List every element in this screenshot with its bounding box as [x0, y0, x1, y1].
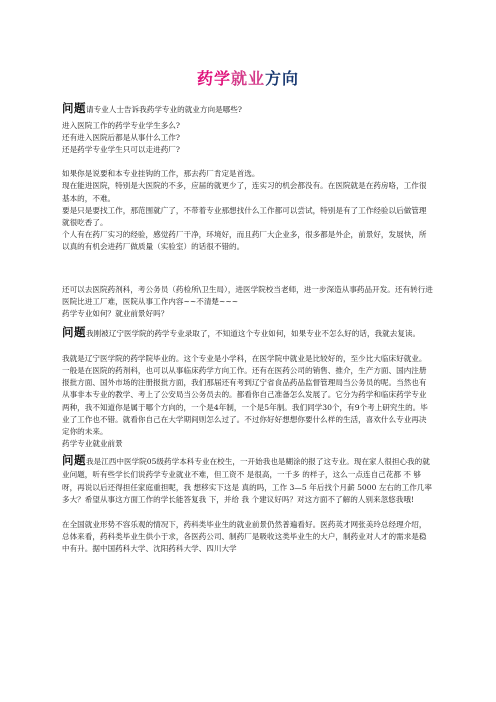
- document-title: [0, 66, 496, 89]
- question-text: 我是江西中医学院05级药学本科专业在校生，一开始我也是糊涂的报了这专业。现在家人很担心我的就业问题，听有些学长们说药学专业就业不难，但工资不 是很高，一千多 的样子，这么一点连自己花都 不 够呀，再说以后还得担任家庭重担呢，我 想移实下这是 真的吗，工作 3—5 年后找个月薪 5000 左右的工作几率 多大？希望从事这方面工作的学长能答复我 下，并给 我 个建议好吗？对这方面不了解的人别来忽悠我哦!: [62, 457, 432, 505]
- answer-3-para-1: 我就是辽宁医学院的药学院毕业的。这个专业是小学科，在医学院中就业是比较好的，至少比大临床好就业。一般是在医院的药剂科，也可以从事临床药学方向工作。还有在医药公司的销售、推介，生产方面、国内注册报批方面、国外市场的注册报批方面，我们那届还有考到辽宁省食品药品监督管理局当公务员的呢。当然也有从事非本专业的教学、考上了公安局当公务员去的。都看你自己准备怎么发展了。它分为药学和临床药学专业两种，我不知道你是属于哪个方向的，一个是4年制，一个是5年制。我们同学30个，有9个考上研究生的。毕业了工作也不错。就看你自己在大学期间则怎么过了。不过你好好想想你要什么样的生活，喜欢什么专业再决定你的未来。: [62, 353, 428, 437]
- answer-2-para-1: 还可以去医院药剂科，考公务员（药检所\卫生局），进医学院校当老师，进一步深造从事药品开发。还有转行进医院比进工厂难，医院从事工作内容~~不清楚~~~: [62, 284, 433, 306]
- answer-1-para-1: 如果你是说要和本专业挂钩的工作，那去药厂肯定是首选。: [62, 169, 260, 179]
- question-2: [62, 326, 434, 341]
- section-heading-3: 药学专业就业前景: [62, 439, 123, 449]
- question-text: 请专业人士告诉我药学专业的就业方向是哪些?: [86, 105, 242, 114]
- section-heading-2: 药学专业如何？就业前景好吗？: [62, 309, 169, 319]
- question-label: 问题: [62, 453, 86, 468]
- title-part-2: 就业: [230, 69, 265, 88]
- question-1-line-3: 还是药学专业学生只可以走进药厂?: [62, 145, 180, 154]
- answer-1-para-3: 要是只是要找工作，那范围就广了，不带着专业那想找什么工作都可以尝试，特别是有了工作经验以后做管理就很吃香了。: [62, 205, 427, 228]
- title-part-1: 药学: [196, 69, 231, 88]
- answer-1-para-2: 现在能进医院，特别是大医院的不多，应届的就更少了，连实习的机会都没有。在医院就是在药房咯，工作很基本的，不难。: [62, 181, 427, 203]
- title-part-3: 方向: [265, 69, 300, 88]
- question-1-line-1: 进入医院工作的药学专业学生多么?: [62, 120, 180, 130]
- question-label: 问题: [62, 101, 86, 115]
- answer-1-para-4: 个人有在药厂实习的经验，感觉药厂干净，环境好，而且药厂大企业多，很多都是外企，前景好，发展快，所以真的有机会进药厂做质量（实验室）的话很不错的。: [62, 230, 427, 252]
- question-3: [62, 454, 434, 506]
- question-1: [62, 102, 434, 117]
- question-label: 问题: [62, 325, 86, 340]
- question-text: 我刚被辽宁医学院的药学专业录取了，不知道这个专业如何，如果专业不怎么好的话，我就去复读。: [86, 329, 421, 339]
- answer-4-para-1: 在全国就业形势不容乐观的情况下，药科类毕业生的就业前景仍然普遍看好。医药英才网张美玲总经理介绍，总体来看，药科类毕业生供小于求，各医药公司、制药厂是吸收这类毕业生的大户，制药业对人才的需求是稳中有升。据中国药科大学、沈阳药科大学、四川大学: [62, 519, 427, 554]
- document-body: [62, 102, 434, 555]
- question-1-line-2: 还有进入医院后都是从事什么工作?: [62, 132, 180, 142]
